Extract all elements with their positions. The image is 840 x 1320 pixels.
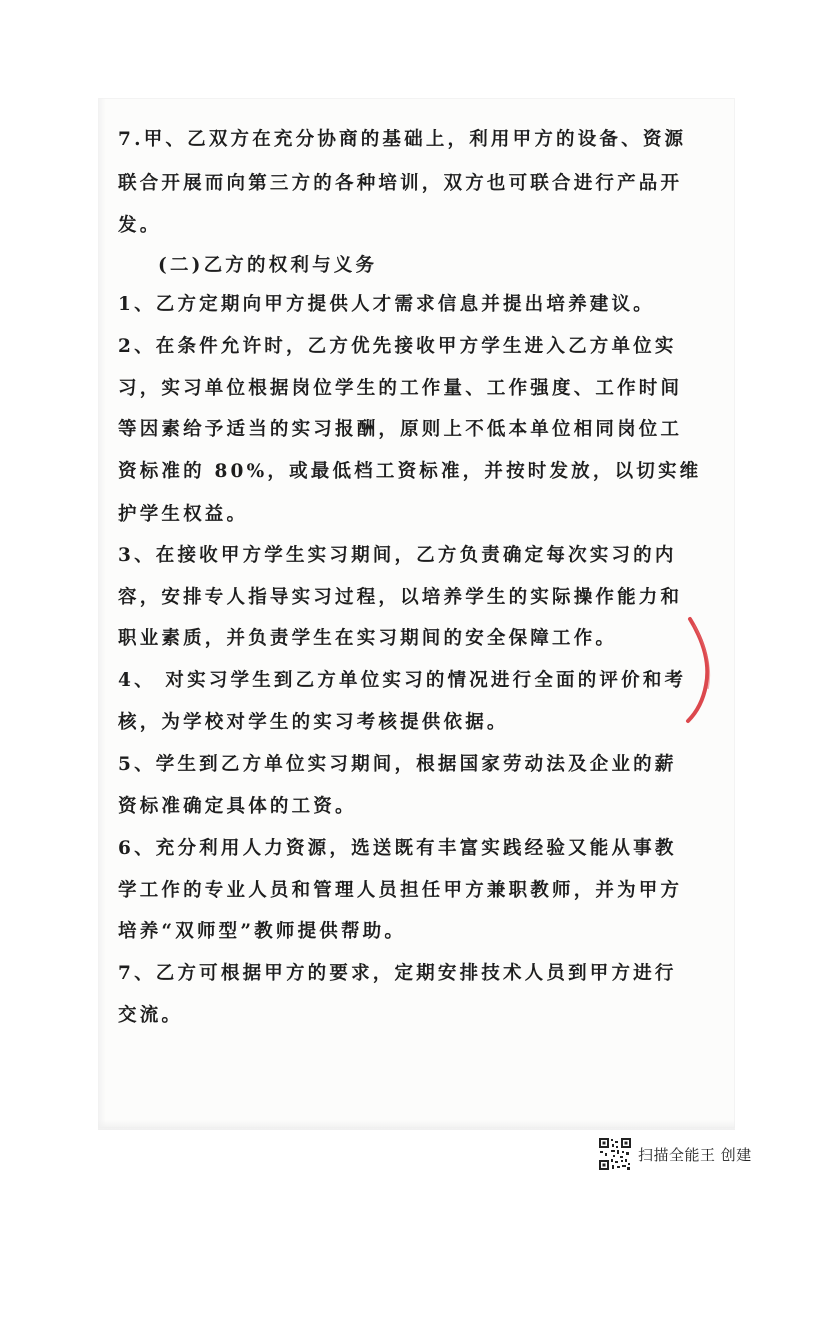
scan-edge-shadow <box>98 98 106 1128</box>
text-line-12: 容，安排专人指导实习过程，以培养学生的实际操作能力和 <box>118 587 683 608</box>
text-line-11: 3、在接收甲方学生实习期间，乙方负责确定每次实习的内 <box>118 545 677 566</box>
text-line-8: 等因素给予适当的实习报酬，原则上不低本单位相同岗位工 <box>118 419 683 440</box>
text-line-3: 发。 <box>118 215 162 236</box>
qr-code-icon <box>598 1137 632 1171</box>
text-line-5: 1、乙方定期向甲方提供人才需求信息并提出培养建议。 <box>118 294 655 315</box>
text-line-13: 职业素质，并负责学生在实习期间的安全保障工作。 <box>118 628 618 649</box>
text-line-19: 学工作的专业人员和管理人员担任甲方兼职教师，并为甲方 <box>118 880 683 901</box>
scan-bottom-shadow <box>98 1120 735 1130</box>
text-line-14: 4、 对实习学生到乙方单位实习的情况进行全面的评价和考 <box>118 670 687 691</box>
text-line-6: 2、在条件允许时，乙方优先接收甲方学生进入乙方单位实 <box>118 336 677 357</box>
scanner-footer <box>598 1137 752 1171</box>
section-heading: (二)乙方的权利与义务 <box>158 255 378 276</box>
text-line-2: 联合开展而向第三方的各种培训，双方也可联合进行产品开 <box>118 173 683 194</box>
text-line-17: 资标准确定具体的工资。 <box>118 796 357 817</box>
text-line-1: 7.甲、乙双方在充分协商的基础上，利用甲方的设备、资源 <box>118 129 687 150</box>
text-line-16: 5、学生到乙方单位实习期间，根据国家劳动法及企业的薪 <box>118 754 677 775</box>
text-line-21: 7、乙方可根据甲方的要求，定期安排技术人员到甲方进行 <box>118 963 677 984</box>
text-line-9: 资标准的 80%，或最低档工资标准，并按时发放，以切实维 <box>118 461 702 482</box>
text-line-22: 交流。 <box>118 1005 184 1026</box>
text-line-15: 核，为学校对学生的实习考核提供依据。 <box>118 712 509 733</box>
text-line-10: 护学生权益。 <box>118 504 249 525</box>
text-line-20: 培养“双师型”教师提供帮助。 <box>118 921 407 942</box>
scanner-credit: 扫描全能王 创建 <box>638 1145 752 1164</box>
text-line-7: 习，实习单位根据岗位学生的工作量、工作强度、工作时间 <box>118 378 683 399</box>
text-line-18: 6、充分利用人力资源，选送既有丰富实践经验又能从事教 <box>118 838 677 859</box>
red-stamp-edge <box>678 615 718 725</box>
